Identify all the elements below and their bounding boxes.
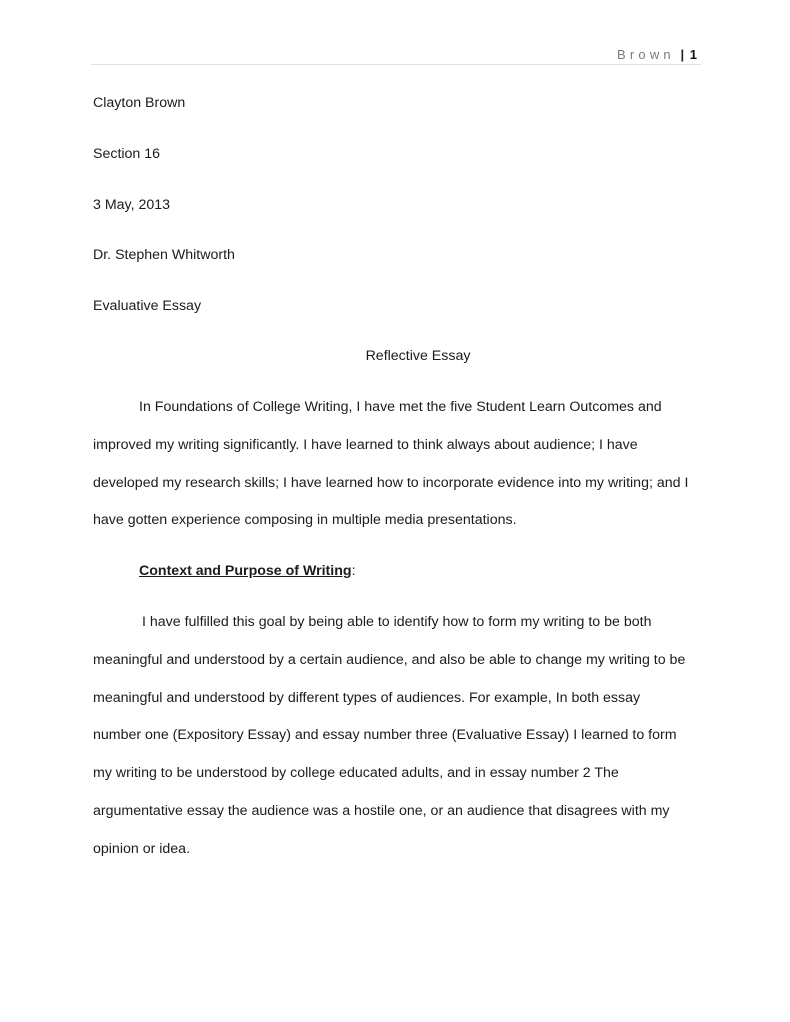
paragraph-line: argumentative essay the audience was a hostile one, or an audience that disagrees with my bbox=[93, 803, 670, 819]
paragraph-line: have gotten experience composing in multiple media presentations. bbox=[93, 512, 517, 528]
assignment-label: Evaluative Essay bbox=[93, 298, 202, 314]
paragraph-line: improved my writing significantly. I have learned to think always about audience; I have bbox=[93, 437, 638, 453]
paragraph-line: opinion or idea. bbox=[93, 841, 191, 857]
student-name: Clayton Brown bbox=[93, 95, 186, 111]
instructor: Dr. Stephen Whitworth bbox=[93, 247, 235, 263]
header-author: Brown bbox=[617, 47, 675, 62]
page-number: 1 bbox=[689, 47, 697, 62]
paragraph-line: In Foundations of College Writing, I have met the five Student Learn Outcomes and bbox=[139, 399, 662, 415]
paragraph-line: I have fulfilled this goal by being able to identify how to form my writing to be both bbox=[142, 614, 652, 630]
header-divider bbox=[91, 64, 701, 65]
date: 3 May, 2013 bbox=[93, 197, 171, 213]
running-header bbox=[617, 47, 697, 63]
paragraph-line: meaningful and understood by different types of audiences. For example, In both essay bbox=[93, 690, 641, 706]
header-separator: | bbox=[680, 47, 685, 62]
section-heading-text: Context and Purpose of Writing bbox=[139, 563, 352, 579]
section-label: Section 16 bbox=[93, 146, 161, 162]
paragraph-line: my writing to be understood by college educated adults, and in essay number 2 The bbox=[93, 765, 619, 781]
paragraph-line: developed my research skills; I have learned how to incorporate evidence into my writing; and I bbox=[93, 475, 689, 491]
essay-title: Reflective Essay bbox=[365, 348, 471, 364]
paragraph-line: number one (Expository Essay) and essay number three (Evaluative Essay) I learned to form bbox=[93, 727, 677, 743]
section-heading bbox=[139, 562, 356, 580]
paragraph-line: meaningful and understood by a certain audience, and also be able to change my writing to be bbox=[93, 652, 686, 668]
section-heading-colon: : bbox=[351, 563, 356, 579]
